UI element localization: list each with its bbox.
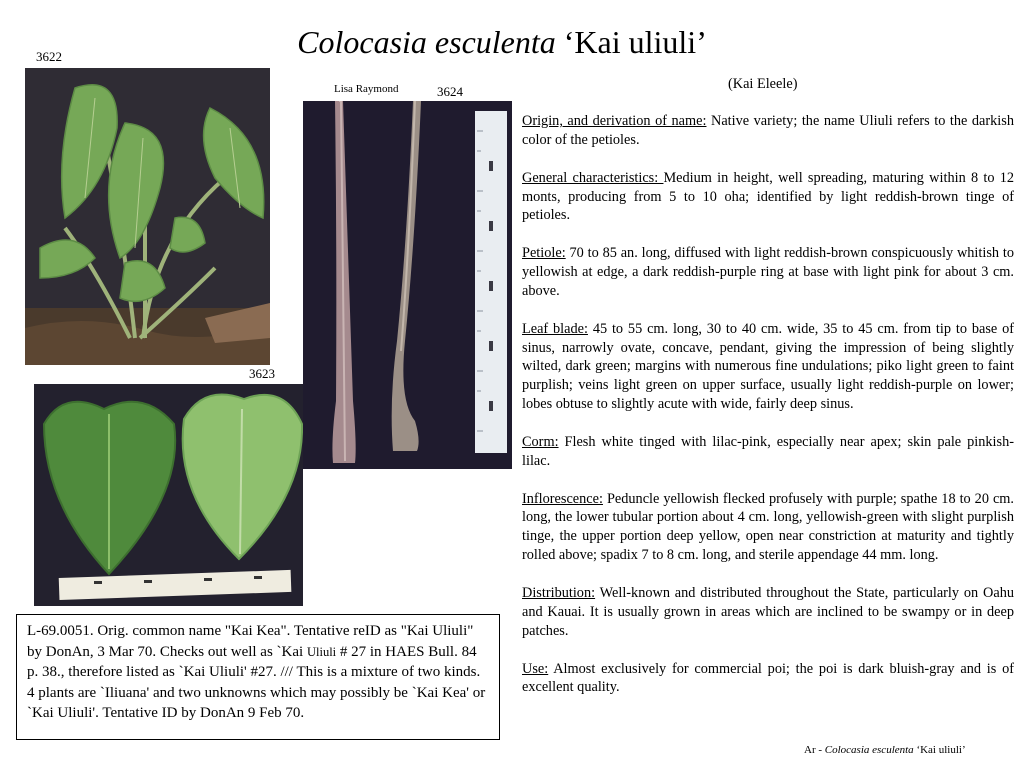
photo-label-3622: 3622 — [36, 49, 62, 64]
taro-petioles-photo — [303, 101, 512, 469]
section-heading: Use: — [522, 660, 549, 677]
photo-credit: Lisa Raymond — [334, 83, 399, 95]
section-heading: Distribution: — [522, 585, 596, 601]
section-text: Flesh white tinged with lilac-pink, especially near apex; skin pale pinkish-lilac. — [522, 433, 1014, 469]
section-origin — [522, 112, 1014, 150]
title-scientific-name: Colocasia esculenta — [297, 24, 556, 60]
page-footer — [804, 744, 966, 756]
section-heading: Inflorescence: — [522, 490, 603, 507]
note-text-continued: # 27 in HAES Bull. 84 p. 38., therefore listed as `Kai Uliuli' #27. /// This is a mixture of two kinds. 4 plants are `Iliuana' and two unknowns which may possibly be `Kai Kea' or `Kai Uliuli'. Tentative ID by DonAn 9 Feb 70. — [27, 643, 486, 721]
section-heading: Corm: — [522, 433, 559, 450]
alternate-name: (Kai Eleele) — [728, 76, 798, 92]
page-title — [0, 24, 1004, 61]
footer-prefix: Ar - — [804, 744, 825, 756]
photo-label-3624: 3624 — [437, 84, 463, 99]
section-heading: Leaf blade: — [522, 320, 588, 337]
section-inflorescence — [522, 490, 1014, 566]
section-petiole — [522, 244, 1014, 301]
section-text: 45 to 55 cm. long, 30 to 40 cm. wide, 35 to 45 cm. from tip to base of sinus, narrowly ovate, concave, pendant, giving the impression of being slightly wilted, dark green; margins with numerous fine undulations; piko light green to faint purplish; veins light green on upper surface, usually light reddish-purple on lower; lobes obtuse to slightly acute with wide, fairly deep sinus. — [522, 320, 1014, 413]
section-text: Almost exclusively for commercial poi; the poi is dark bluish-gray and is of excellent quality. — [522, 660, 1014, 696]
note-text-small: Uliuli — [306, 644, 337, 659]
section-heading: Origin, and derivation of name: — [522, 113, 707, 129]
footer-scientific-name: Colocasia esculenta — [824, 744, 914, 756]
taro-plant-photo — [25, 68, 270, 365]
section-use — [522, 660, 1014, 698]
section-text: Well-known and distributed throughout the State, particularly on Oahu and Kauai. It is usually grown in areas which are inclined to be swampy or in deep patches. — [522, 585, 1014, 639]
section-leaf-blade — [522, 320, 1014, 415]
section-heading: General characteristics: — [522, 169, 664, 186]
section-text: Peduncle yellowish flecked profusely with purple; spathe 18 to 20 cm. long, the lower tubular portion about 4 cm. long, yellowish-green with slight purplish tinge, the upper portion deep yellow, open near constriction at maturity and tightly rolled above; spadix 7 to 8 cm. long, and sterile appendage 44 mm. long. — [522, 490, 1014, 564]
photo-label-3623: 3623 — [249, 366, 275, 381]
section-corm — [522, 433, 1014, 471]
section-distribution — [522, 584, 1014, 641]
section-text: Medium in height, well spreading, maturing within 8 to 12 monts, producing from 5 to 10 oha; identified by light reddish-brown tinge of petioles. — [522, 169, 1015, 224]
section-text: 70 to 85 an. long, diffused with light reddish-brown conspicuously whitish to yellowish at edge, a dark reddish-purple ring at base with light pink for about 3 cm. above. — [522, 245, 1014, 299]
taro-leaves-photo — [34, 384, 303, 606]
title-cultivar-name: ‘Kai uliuli’ — [563, 24, 707, 60]
description-text — [522, 112, 1014, 716]
section-general-characteristics — [522, 169, 1014, 226]
accession-note-box — [16, 614, 500, 740]
section-text: Native variety; the name Uliuli refers to the darkish color of the petioles. — [522, 113, 1014, 148]
section-heading: Petiole: — [522, 245, 566, 262]
footer-cultivar: ‘Kai uliuli’ — [913, 744, 966, 756]
note-text: L-69.0051. Orig. common name "Kai Kea". Tentative reID as "Kai Uliuli" by DonAn, 3 Mar 70. Checks out well as `Kai — [27, 623, 474, 660]
